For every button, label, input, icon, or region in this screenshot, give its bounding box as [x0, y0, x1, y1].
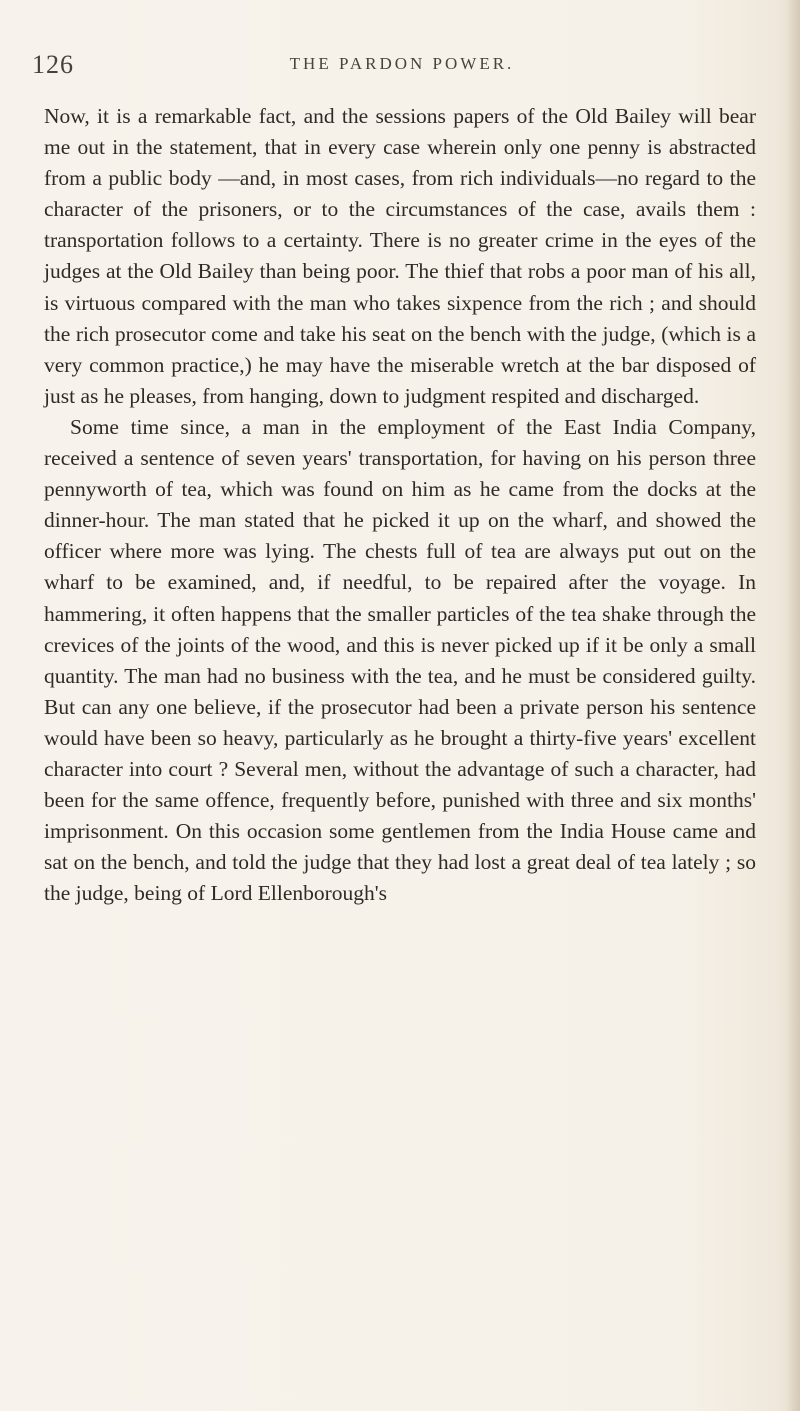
body-text — [44, 101, 756, 909]
paragraph-2: Some time since, a man in the employment of the East India Company, received a sentence of seven years' transportation, for having on his person three pennyworth of tea, which was found on him as he came from the docks at the dinner-hour. The man stated that he picked it up on the wharf, and showed the officer where more was lying. The chests full of tea are always put out on the wharf to be examined, and, if needful, to be repaired after the voyage. In hammering, it often happens that the smaller particles of the tea shake through the crevices of the joints of the wood, and this is never picked up if it be only a small quantity. The man had no business with the tea, and he must be considered guilty. But can any one believe, if the prosecutor had been a private person his sentence would have been so heavy, particularly as he brought a thirty-five years' excellent character into court ? Several men, without the advantage of such a character, had been for the same offence, frequently before, punished with three and six months' imprisonment. On this occasion some gentlemen from the India House came and sat on the bench, and told the judge that they had lost a great deal of tea lately ; so the judge, being of Lord Ellenborough's — [44, 414, 756, 906]
page-header — [32, 50, 772, 84]
paragraph-1: Now, it is a remarkable fact, and the sessions papers of the Old Bailey will bear me out in the statement, that in every case wherein only one penny is abstracted from a public body —and, in most cases, from rich individuals—no regard to the character of the prisoners, or to the circumstances of the case, avails them : transportation follows to a certainty. There is no greater crime in the eyes of the judges at the Old Bailey than being poor. The thief that robs a poor man of his all, is virtuous compared with the man who takes sixpence from the rich ; and should the rich prosecutor come and take his seat on the bench with the judge, (which is a very common practice,) he may have the miserable wretch at the bar disposed of just as he pleases, from hanging, down to judgment respited and discharged. — [44, 104, 756, 408]
running-head: THE PARDON POWER. — [289, 54, 515, 73]
page-number: 126 — [32, 50, 74, 79]
page-edge-shadow — [786, 0, 800, 1411]
